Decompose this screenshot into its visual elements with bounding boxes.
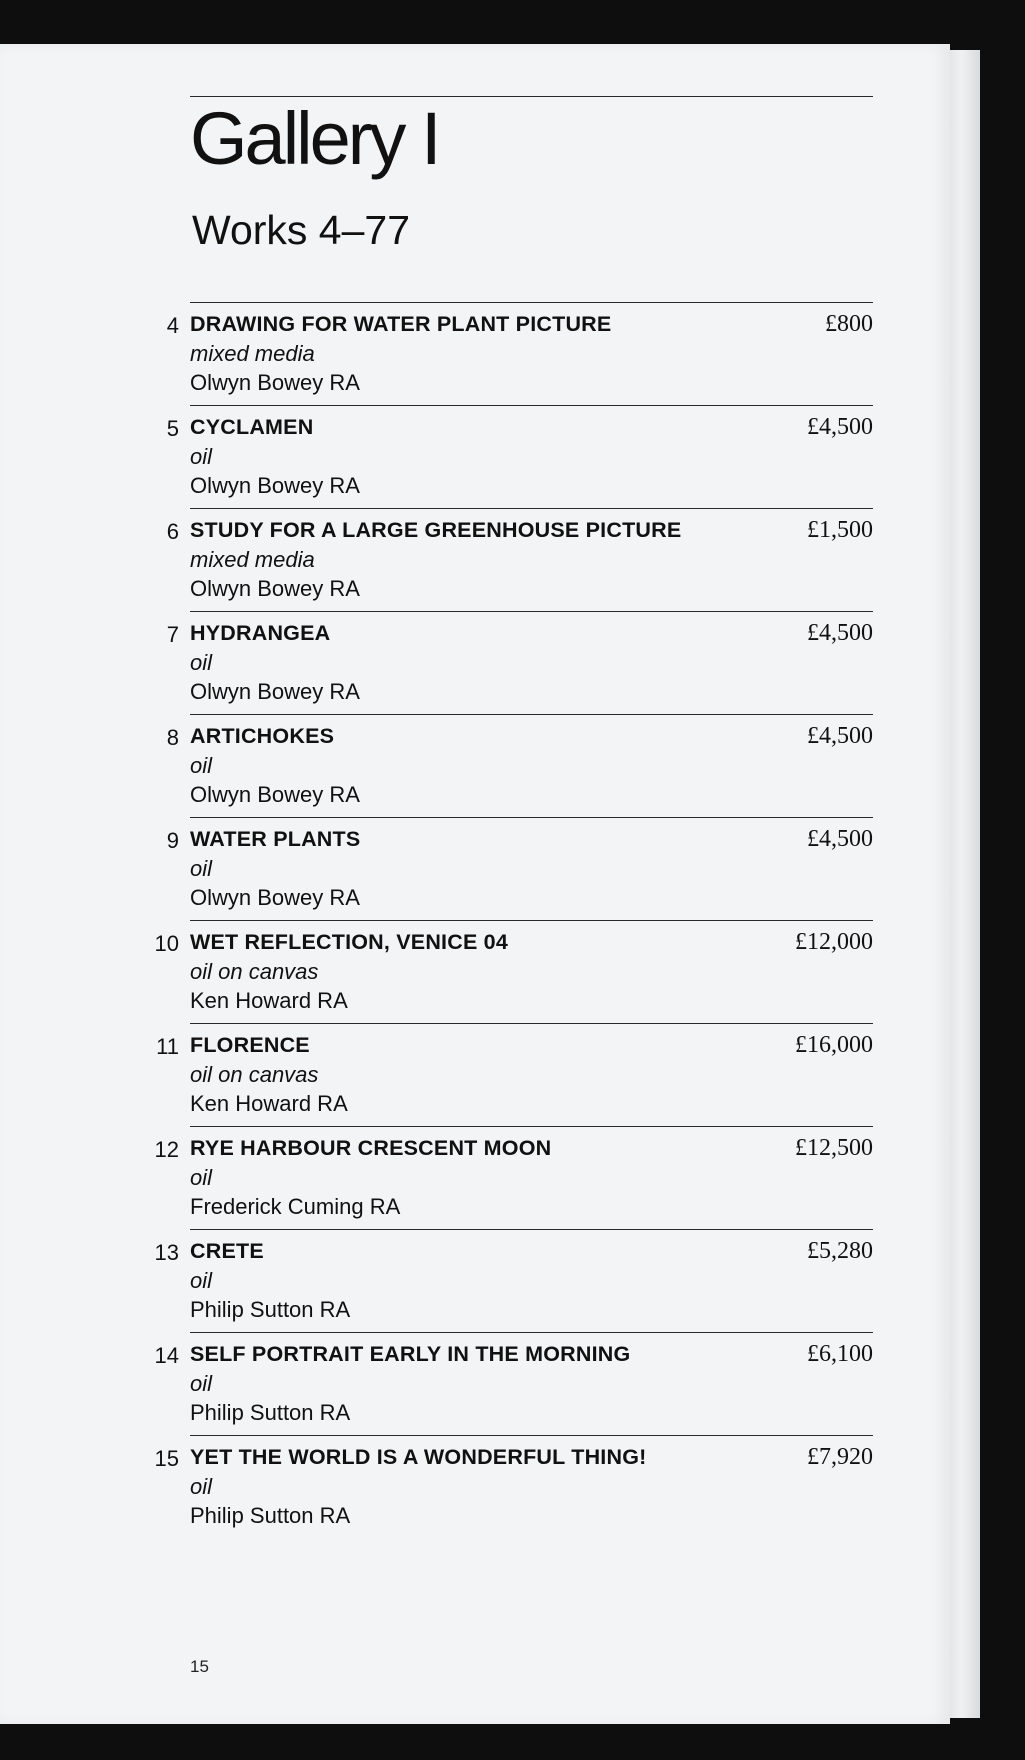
work-title: HYDRANGEA: [190, 621, 331, 645]
work-artist: Ken Howard RA: [190, 1091, 348, 1116]
page-title: Gallery I: [190, 97, 439, 180]
work-medium: oil: [190, 1268, 213, 1293]
work-artist: Olwyn Bowey RA: [190, 679, 360, 704]
work-title: WATER PLANTS: [190, 827, 361, 851]
work-artist: Olwyn Bowey RA: [190, 885, 360, 910]
work-medium: oil: [190, 1474, 213, 1499]
work-medium: oil: [190, 753, 213, 778]
work-medium: oil: [190, 1371, 213, 1396]
work-artist: Philip Sutton RA: [190, 1503, 351, 1528]
work-artist: Philip Sutton RA: [190, 1297, 351, 1322]
work-title: ARTICHOKES: [190, 724, 335, 748]
work-number: 11: [156, 1034, 179, 1059]
work-medium: mixed media: [190, 547, 315, 572]
list-item: [154, 1435, 873, 1538]
work-price: £4,500: [807, 723, 873, 749]
work-price: £5,280: [807, 1238, 873, 1264]
work-price: £1,500: [807, 517, 873, 543]
work-medium: oil on canvas: [190, 959, 319, 984]
work-artist: Olwyn Bowey RA: [190, 782, 360, 807]
work-price: £6,100: [807, 1341, 873, 1367]
work-title: WET REFLECTION, VENICE 04: [190, 930, 508, 954]
work-medium: oil: [190, 856, 213, 881]
works-list: [0, 302, 950, 1538]
page-edge: [950, 50, 980, 1718]
work-price: £16,000: [795, 1032, 873, 1058]
work-title: CYCLAMEN: [190, 415, 314, 439]
work-number: 15: [154, 1446, 179, 1471]
work-medium: oil: [190, 1165, 213, 1190]
work-artist: Olwyn Bowey RA: [190, 370, 360, 395]
work-artist: Olwyn Bowey RA: [190, 576, 360, 601]
work-price: £12,000: [795, 929, 873, 955]
work-title: STUDY FOR A LARGE GREENHOUSE PICTURE: [190, 518, 682, 542]
work-title: FLORENCE: [190, 1033, 310, 1057]
work-medium: mixed media: [190, 341, 315, 366]
work-price: £12,500: [795, 1135, 873, 1161]
work-artist: Philip Sutton RA: [190, 1400, 351, 1425]
work-number: 8: [166, 725, 179, 750]
work-price: £4,500: [807, 620, 873, 646]
work-title: DRAWING FOR WATER PLANT PICTURE: [190, 312, 612, 336]
list-item: [166, 302, 873, 405]
work-price: £800: [825, 311, 873, 337]
list-item: [166, 714, 873, 817]
work-medium: oil on canvas: [190, 1062, 319, 1087]
work-artist: Ken Howard RA: [190, 988, 348, 1013]
list-item: [154, 920, 873, 1023]
work-title: SELF PORTRAIT EARLY IN THE MORNING: [190, 1342, 631, 1366]
work-number: 6: [166, 519, 179, 544]
list-item: [156, 1023, 873, 1126]
work-number: 5: [166, 416, 179, 441]
work-price: £4,500: [807, 826, 873, 852]
works-subtitle: Works 4–77: [192, 207, 411, 253]
work-price: £7,920: [807, 1444, 873, 1470]
work-medium: oil: [190, 650, 213, 675]
list-item: [154, 1229, 873, 1332]
list-item: [166, 508, 873, 611]
work-number: 13: [154, 1240, 179, 1265]
work-number: 14: [154, 1343, 179, 1368]
list-item: [166, 405, 873, 508]
work-artist: Frederick Cuming RA: [190, 1194, 401, 1219]
work-title: CRETE: [190, 1239, 264, 1263]
work-title: YET THE WORLD IS A WONDERFUL THING!: [190, 1445, 647, 1469]
work-number: 12: [154, 1137, 179, 1162]
work-number: 7: [166, 622, 179, 647]
list-item: [166, 817, 873, 920]
list-item: [166, 611, 873, 714]
work-medium: oil: [190, 444, 213, 469]
work-artist: Olwyn Bowey RA: [190, 473, 360, 498]
list-item: [154, 1332, 873, 1435]
page-number: 15: [190, 1657, 209, 1676]
list-item: [154, 1126, 873, 1229]
work-title: RYE HARBOUR CRESCENT MOON: [190, 1136, 552, 1160]
work-number: 10: [154, 931, 179, 956]
work-number: 9: [166, 828, 179, 853]
work-price: £4,500: [807, 414, 873, 440]
work-number: 4: [166, 313, 179, 338]
